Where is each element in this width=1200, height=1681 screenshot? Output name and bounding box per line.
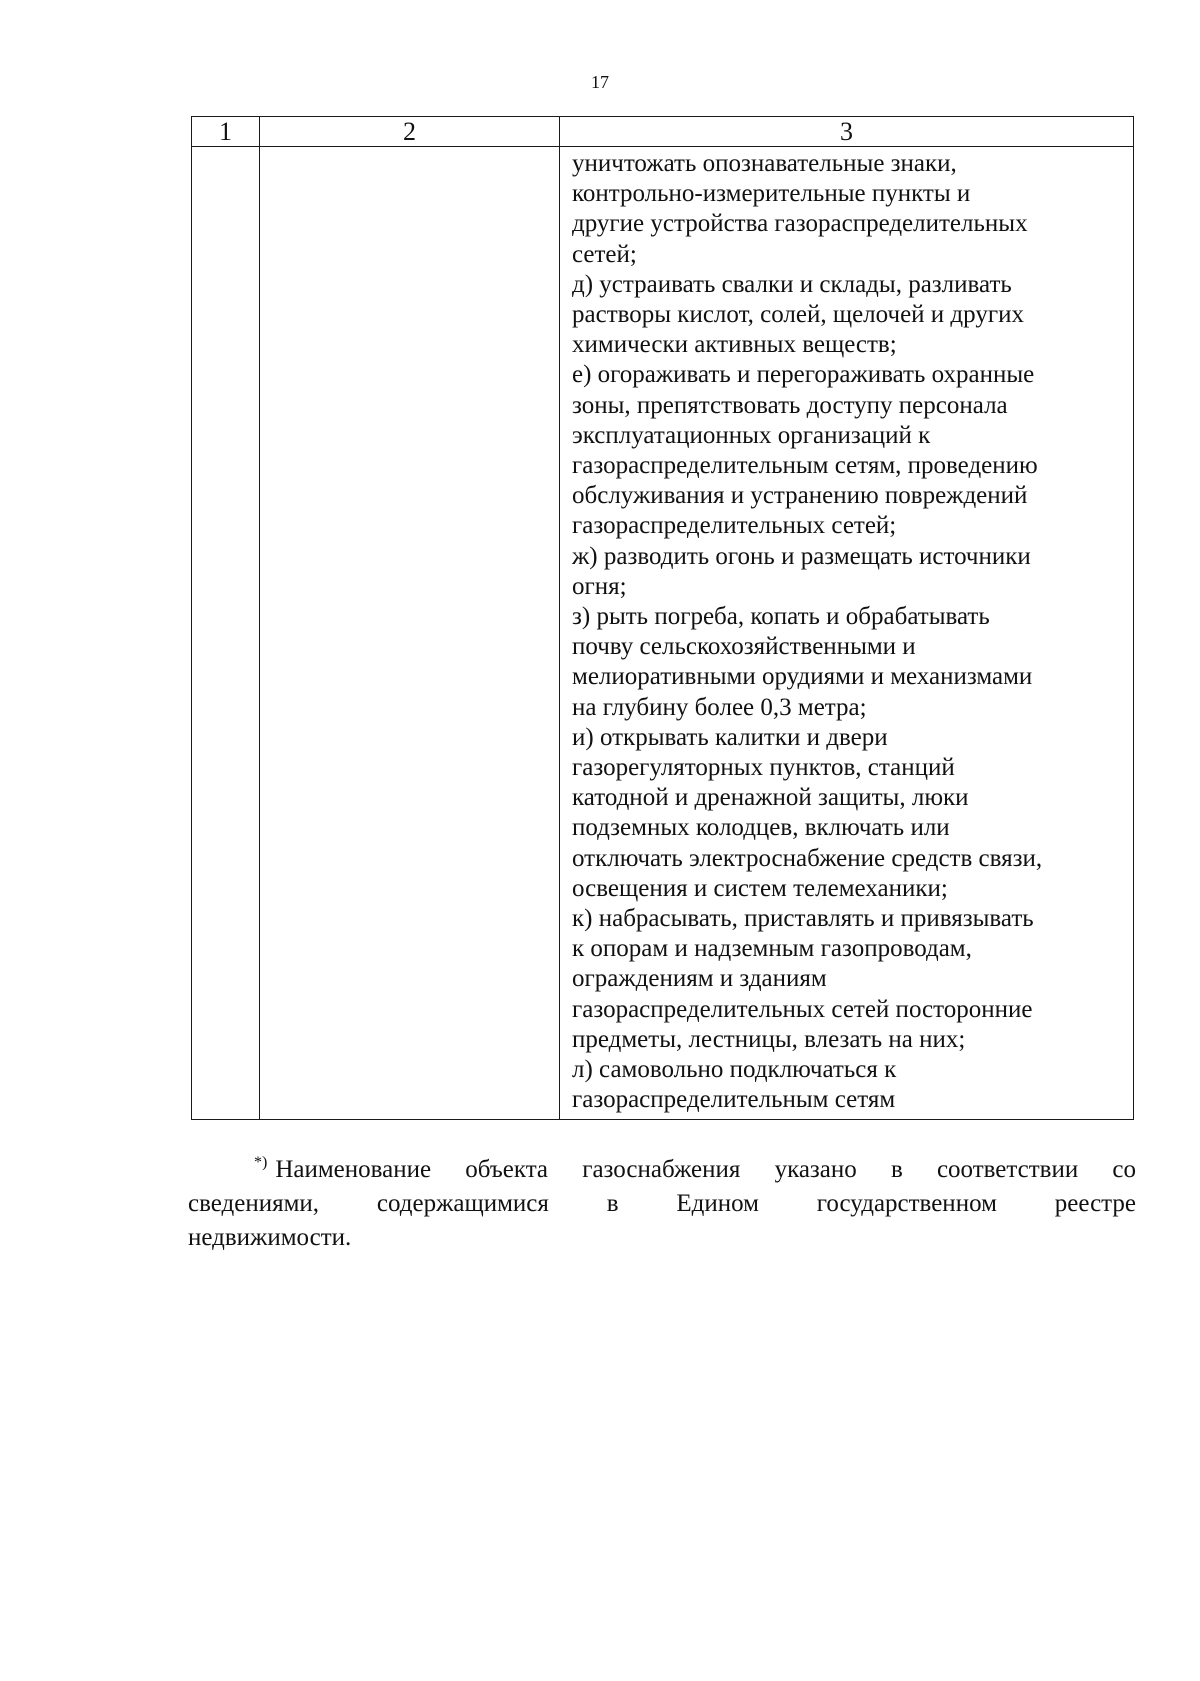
table-cell-col2 [260, 147, 560, 1120]
text-line: другие устройства газораспределительных [572, 210, 1028, 238]
text-line: отключать электроснабжение средств связи, [572, 844, 1043, 872]
footnote-line-2: сведениями, содержащимися в Едином государственном реестре [188, 1190, 1136, 1217]
text-line: на глубину более 0,3 метра; [572, 693, 867, 721]
table-row [192, 147, 1134, 1120]
document-table [191, 116, 1134, 1120]
text-line: к опорам и надземным газопроводам, [572, 935, 972, 963]
text-line: газораспределительных сетей; [572, 512, 897, 540]
text-line: з) рыть погреба, копать и обрабатывать [572, 603, 990, 631]
table-header-row [192, 117, 1134, 147]
footnote [188, 1153, 1136, 1255]
column-header-2: 2 [260, 117, 560, 147]
text-line: уничтожать опознавательные знаки, [572, 150, 957, 177]
text-line: и) открывать калитки и двери [572, 723, 888, 751]
text-line: контрольно-измерительные пункты и [572, 180, 971, 208]
text-line: огня; [572, 572, 627, 600]
text-line: зоны, препятствовать доступу персонала [572, 391, 1008, 419]
text-line: ограждениям и зданиям [572, 965, 827, 993]
footnote-line-1 [188, 1153, 1136, 1187]
text-line: сетей; [572, 240, 637, 268]
table-cell-col1 [192, 147, 260, 1120]
text-line: растворы кислот, солей, щелочей и других [572, 301, 1024, 329]
text-line: предметы, лестницы, влезать на них; [572, 1025, 966, 1053]
text-line: газораспределительных сетей посторонние [572, 995, 1033, 1023]
table-cell-col3 [560, 147, 1134, 1120]
footnote-text-1: Наименование объекта газоснабжения указано в соответствии со [275, 1156, 1136, 1183]
footnote-mark: *) [254, 1154, 268, 1171]
text-line: освещения и систем телемеханики; [572, 874, 948, 902]
text-line: к) набрасывать, приставлять и привязывать [572, 905, 1034, 933]
text-line: д) устраивать свалки и склады, разливать [572, 270, 1012, 298]
text-line: почву сельскохозяйственными и [572, 633, 916, 661]
text-line: л) самовольно подключаться к [572, 1056, 897, 1084]
text-line: химически активных веществ; [572, 331, 897, 359]
page-number: 17 [591, 72, 609, 92]
column-header-3: 3 [560, 117, 1134, 147]
text-line: обслуживания и устранению повреждений [572, 482, 1028, 510]
text-line: эксплуатационных организаций к [572, 421, 931, 449]
footnote-line-3: недвижимости. [188, 1224, 352, 1251]
text-line: газорегуляторных пунктов, станций [572, 754, 955, 782]
text-line: газораспределительным сетям, проведению [572, 452, 1038, 480]
text-line: катодной и дренажной защиты, люки [572, 784, 969, 812]
text-line: подземных колодцев, включать или [572, 814, 950, 842]
text-line: мелиоративными орудиями и механизмами [572, 663, 1033, 691]
text-line: газораспределительным сетям [572, 1086, 896, 1114]
column-header-1: 1 [192, 117, 260, 147]
text-line: е) огораживать и перегораживать охранные [572, 361, 1035, 389]
text-line: ж) разводить огонь и размещать источники [572, 542, 1031, 570]
